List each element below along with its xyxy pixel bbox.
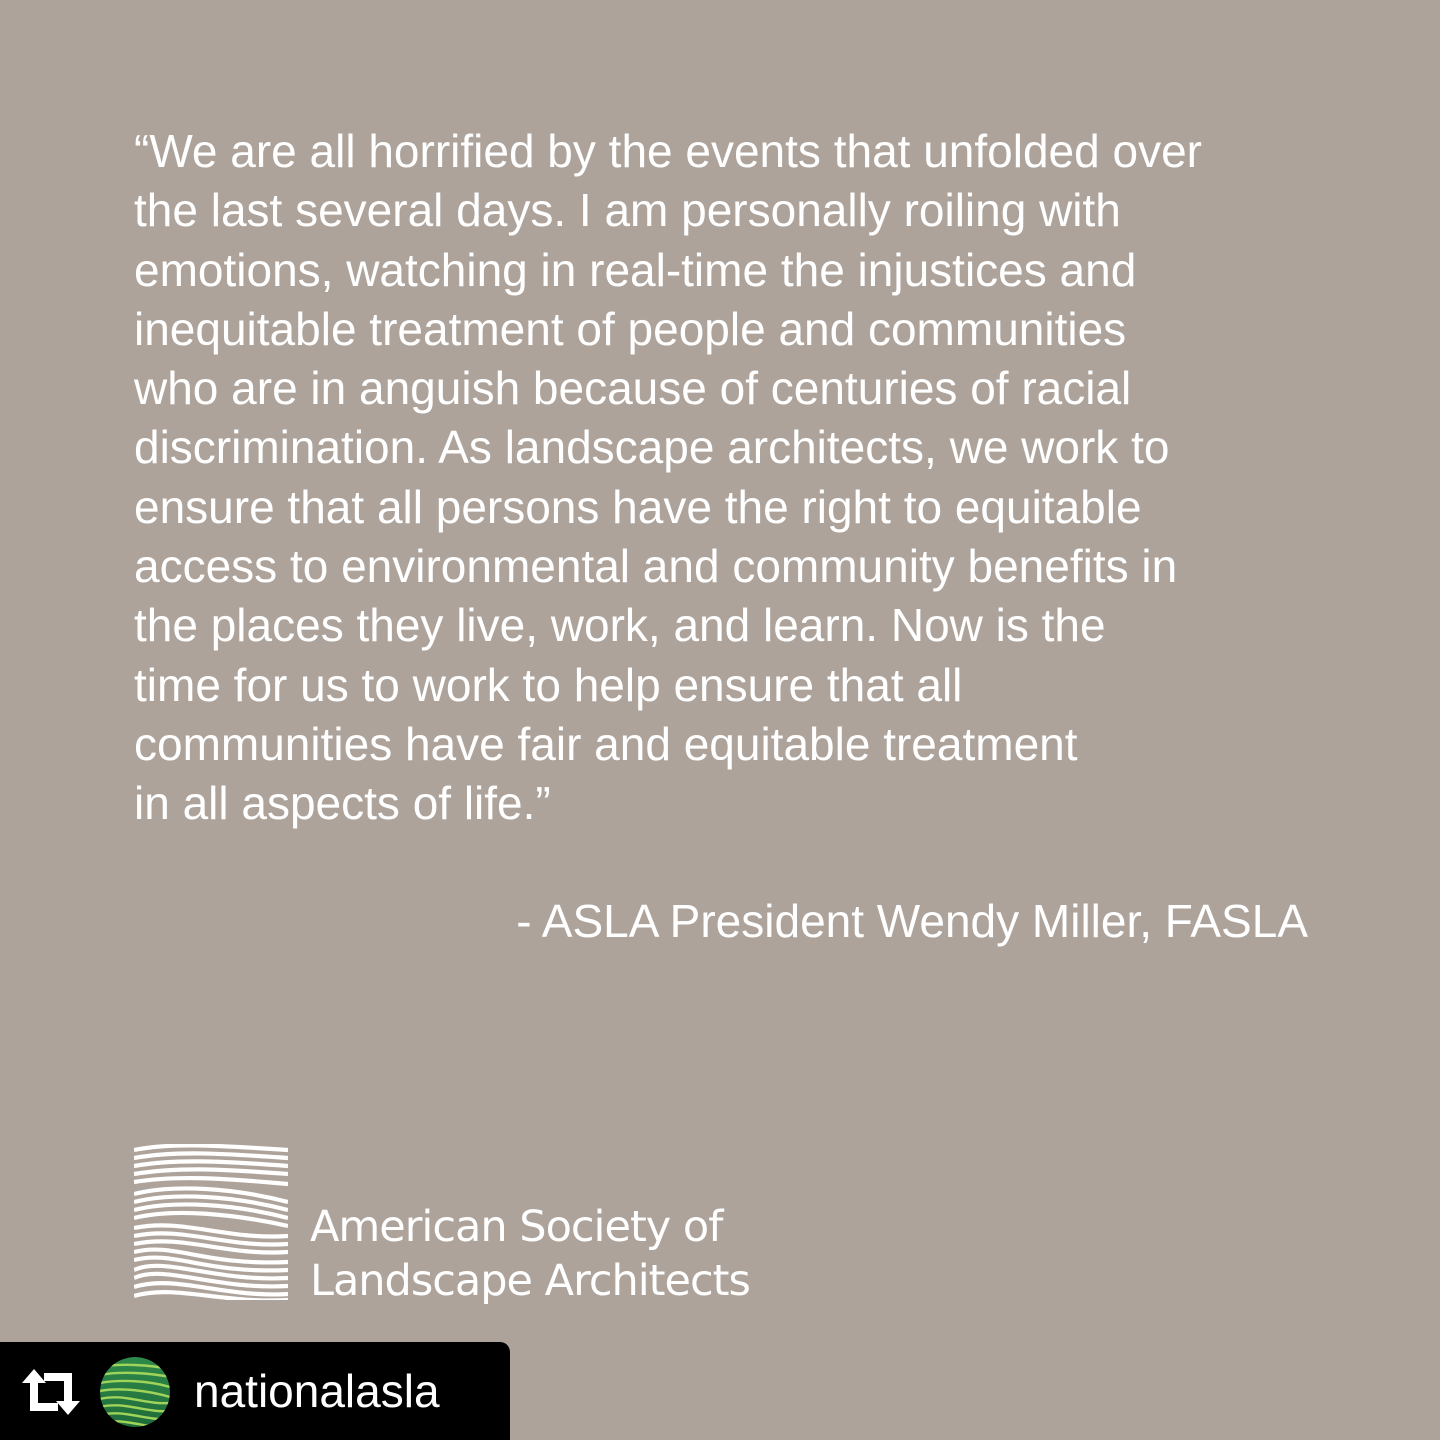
quote-line: discrimination. As landscape architects, we work to bbox=[134, 421, 1170, 474]
quote-line: inequitable treatment of people and communities bbox=[134, 302, 1127, 355]
quote-text bbox=[134, 122, 1334, 834]
asla-logo bbox=[134, 1144, 834, 1306]
quote-line: “We are all horrified by the events that unfolded over bbox=[134, 125, 1202, 177]
repost-credit-bar[interactable] bbox=[0, 1342, 510, 1440]
quote-line: communities have fair and equitable treatment bbox=[134, 717, 1078, 770]
logo-line-1: American Society of bbox=[310, 1202, 723, 1252]
account-handle[interactable]: nationalasla bbox=[194, 1365, 440, 1417]
quote-attribution: - ASLA President Wendy Miller, FASLA bbox=[516, 895, 1308, 947]
nationalasla-avatar-icon[interactable] bbox=[100, 1357, 170, 1427]
quote-line: in all aspects of life.” bbox=[134, 777, 551, 830]
quote-line: emotions, watching in real-time the injustices and bbox=[134, 243, 1137, 296]
repost-icon bbox=[22, 1369, 80, 1415]
logo-line-2: Landscape Architects bbox=[310, 1256, 750, 1306]
quote-line: time for us to work to help ensure that all bbox=[134, 658, 963, 711]
quote-line: who are in anguish because of centuries of racial bbox=[134, 362, 1132, 415]
asla-landscape-waves-icon bbox=[134, 1144, 288, 1300]
asla-wordmark bbox=[310, 1200, 750, 1308]
quote-line: the last several days. I am personally roiling with bbox=[134, 184, 1121, 237]
quote-line: the places they live, work, and learn. Now is the bbox=[134, 599, 1106, 652]
quote-line: ensure that all persons have the right to equitable bbox=[134, 480, 1142, 533]
quote-line: access to environmental and community benefits in bbox=[134, 540, 1178, 593]
